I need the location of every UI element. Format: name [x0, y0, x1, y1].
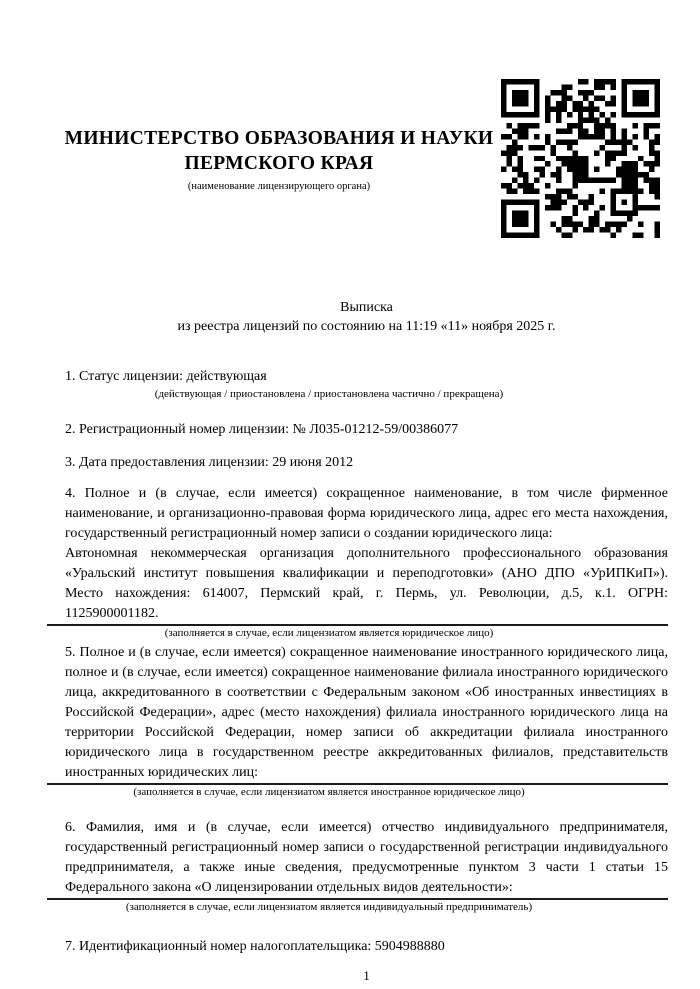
registration-number-text: 2. Регистрационный номер лицензии: № Л035-01212-59/00386077 — [65, 422, 459, 437]
qr-code-icon — [501, 79, 660, 238]
legal-entity-note: (заполняется в случае, если лицензиатом является юридическое лицо) — [164, 627, 494, 639]
page-number: 1 — [363, 968, 370, 983]
licensing-authority-block — [63, 126, 495, 193]
foreign-entity-note: (заполняется в случае, если лицензиатом является иностранное юридическое лицо) — [133, 786, 525, 798]
legal-entity-question: 4. Полное и (в случае, если имеется) сокращенное наименование, в том числе фирменное наименование, и организационно-правовая форма юридического лица, адрес его места нахождения, государственный регистрационный номер записи о создании юридического лица: — [65, 486, 668, 541]
item-license-status — [65, 367, 668, 402]
ministry-name-line1: МИНИСТЕРСТВО ОБРАЗОВАНИЯ И НАУКИ — [64, 128, 494, 149]
item-taxpayer-number — [65, 937, 668, 957]
legal-entity-value: Автономная некоммерческая организация дополнительного профессионального образования «Уральский институт повышения квалификации и переподготовки» (АНО ДПО «УрИПКиП»). Место нахождения: 614007, Пермский край, г. Пермь, ул. Революции, д.5, к.1. ОГРН: 1125900001182. — [65, 546, 668, 621]
item-individual-entrepreneur — [65, 818, 668, 915]
entrepreneur-note: (заполняется в случае, если лицензиатом является индивидуальный предприниматель) — [125, 901, 533, 913]
item-registration-number — [65, 420, 668, 440]
item-foreign-entity — [65, 643, 668, 800]
document-title — [0, 298, 700, 336]
document-body — [0, 367, 700, 984]
document-title-line1: Выписка — [340, 300, 393, 315]
license-status-text: 1. Статус лицензии: действующая — [65, 369, 267, 384]
document-header — [0, 0, 700, 240]
license-status-note: (действующая / приостановлена / приостановлена частично / прекращена) — [154, 388, 504, 400]
document-title-line2: из реестра лицензий по состоянию на 11:19 «11» ноября 2025 г. — [177, 319, 556, 334]
item-license-date — [65, 453, 668, 473]
entrepreneur-question: 6. Фамилия, имя и (в случае, если имеется) отчество индивидуального предпринимателя, государственный регистрационный номер записи о государственной регистрации индивидуального предпринимателя, а также иные сведения, предусмотренные пунктом 3 части 1 статьи 15 Федерального закона «О лицензировании отдельных видов деятельности»: — [65, 820, 668, 895]
foreign-entity-question: 5. Полное и (в случае, если имеется) сокращенное наименование иностранного юридического лица, полное и (в случае, если имеется) сокращенное наименование филиала иностранного юридического лица, аккредитованного в соответствии с Федеральным законом «Об иностранных инвестициях в Российской Федерации», адрес (место нахождения) филиала иностранного юридического лица на территории Российской Федерации, номер записи об аккредитации филиала иностранного юридического лица в государственном реестре аккредитованных филиалов, представительств иностранных юридических лиц: — [65, 645, 668, 780]
taxpayer-number-text: 7. Идентификационный номер налогоплательщика: 5904988880 — [65, 939, 445, 954]
ministry-name-line2: ПЕРМСКОГО КРАЯ — [184, 153, 374, 174]
ministry-caption: (наименование лицензирующего органа) — [187, 181, 371, 192]
item-legal-entity — [65, 484, 668, 641]
license-date-text: 3. Дата предоставления лицензии: 29 июня 2012 — [65, 455, 354, 470]
